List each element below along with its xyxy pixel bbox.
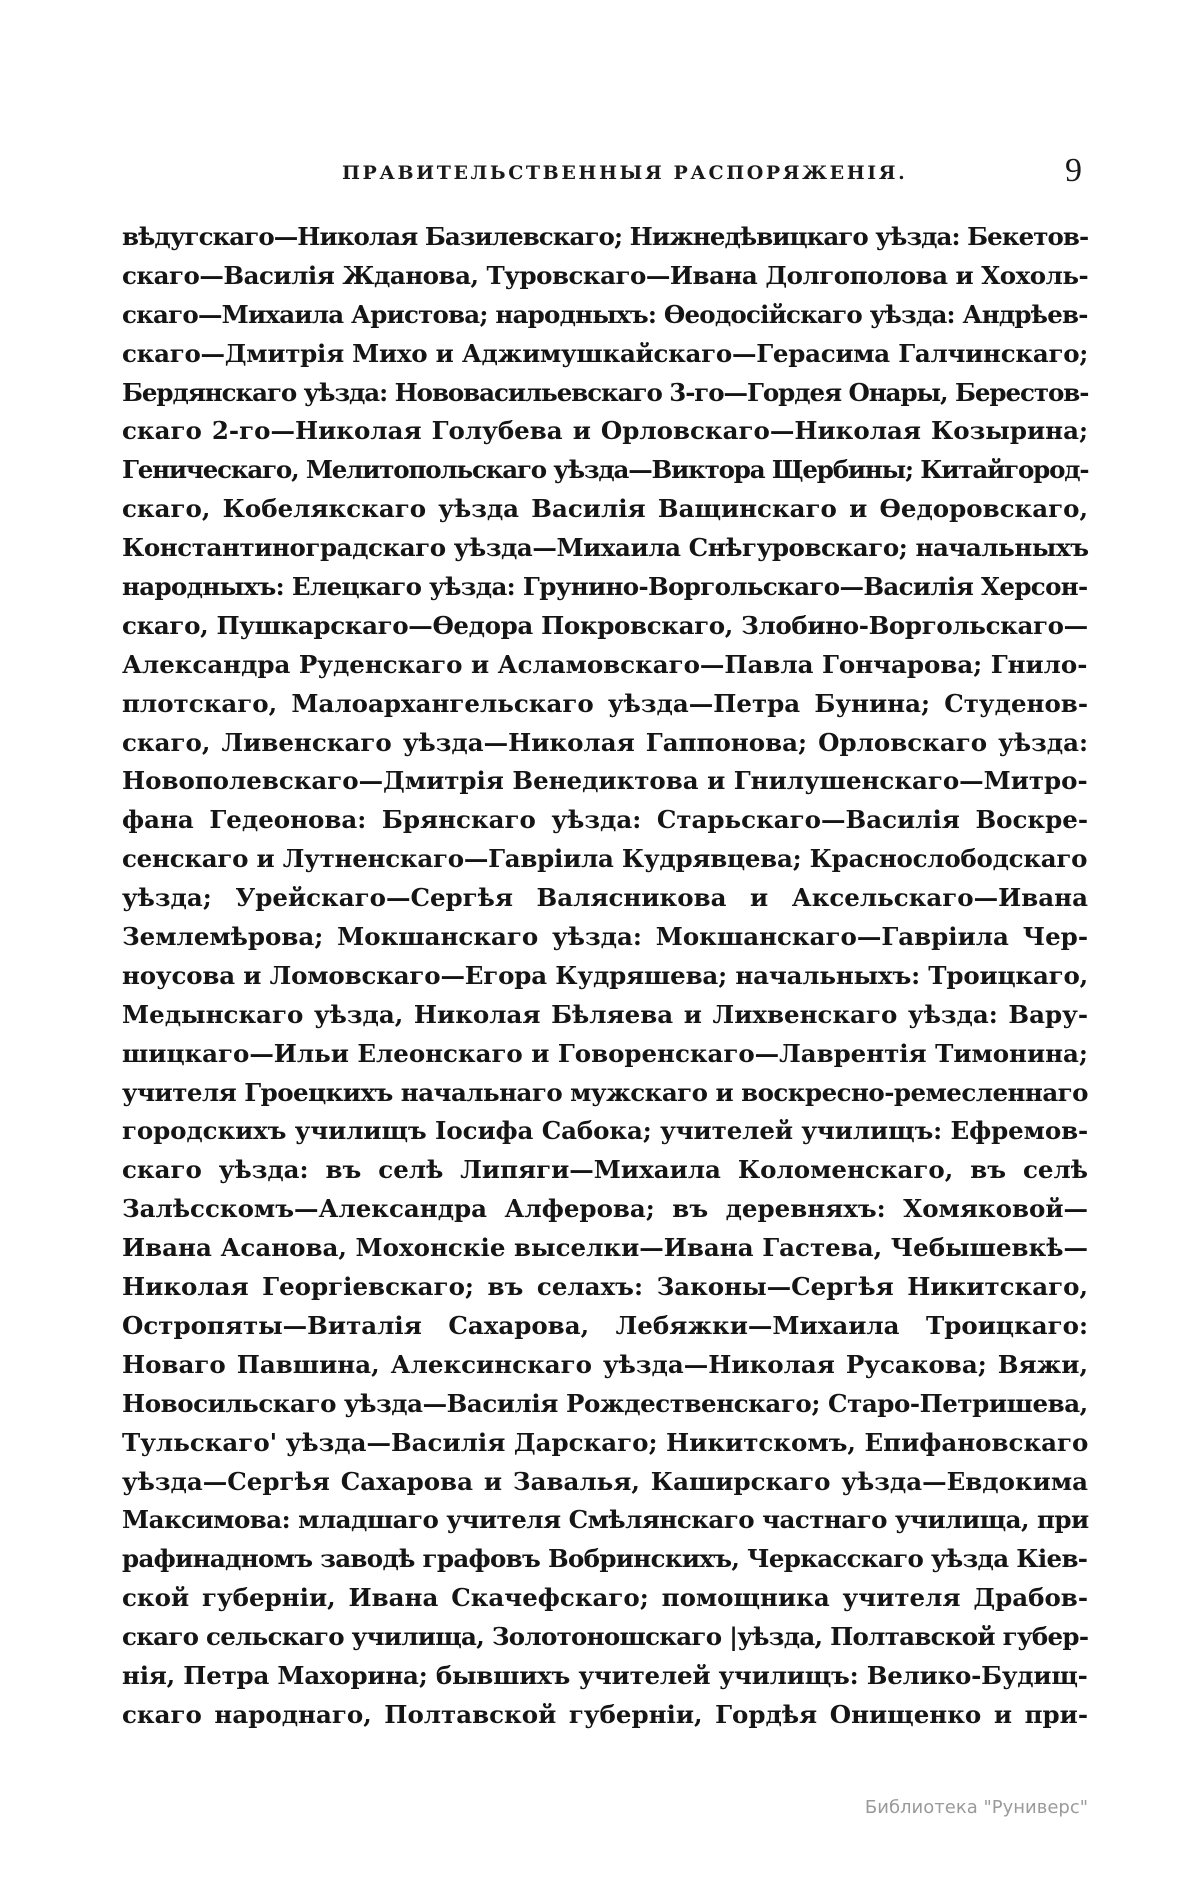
text-line: плотскаго, Малоархангельскаго уѣзда—Петра Бунина; Студенов- xyxy=(122,688,1088,718)
text-line: скаго, Пушкарскаго—Ѳедора Покровскаго, Злобино-Воргольскаго— xyxy=(122,610,1088,640)
text-line: ноусова и Ломовскаго—Егора Кудряшева; начальныхъ: Троицкаго, xyxy=(122,960,1089,990)
text-line: сенскаго и Лутненскаго—Гаврiила Кудрявцева; Краснослободскаго xyxy=(122,844,1088,874)
text-line: рафинадномъ заводѣ графовъ Вобринскихъ, Черкасскаго уѣзда Кіев- xyxy=(122,1544,1088,1574)
text-line: Александра Руденскаго и Асламовскаго—Павла Гончарова; Гнило- xyxy=(122,649,1088,679)
text-line: Бердянскаго уѣзда: Нововасильевскаго 3-го—Гордея Онары, Берестов- xyxy=(122,377,1089,407)
body-text xyxy=(122,218,1088,1735)
text-line: городскихъ училищъ Іосифа Сабока; учителей училищъ: Ефремов- xyxy=(122,1116,1089,1146)
text-line: Геническаго, Мелитопольскаго уѣзда—Виктора Щербины; Китайгород- xyxy=(122,455,1089,485)
running-head xyxy=(122,152,1082,192)
text-line: Николая Георгiевскаго; въ селахъ: Законы—Сергѣя Никитскаго, xyxy=(122,1272,1088,1302)
text-line: Новосильскаго уѣзда—Василія Рождественскаго; Старо-Петришева, xyxy=(122,1388,1088,1418)
text-line: Залѣсскомъ—Александра Алферова; въ деревняхъ: Хомяковой— xyxy=(122,1194,1088,1224)
text-line: скаго—Дмитрія Михо и Аджимушкайскаго—Герасима Галчинскаго; xyxy=(122,338,1089,368)
text-line: фана Гедеонова: Брянскаго уѣзда: Старьскаго—Василія Воскре- xyxy=(122,805,1088,835)
text-line: скаго, Кобелякскаго уѣзда Василія Ващинскаго и Ѳедоровскаго, xyxy=(122,494,1088,524)
text-line: вѣдугскаго—Николая Базилевскаго; Нижнедѣвицкаго уѣзда: Бекетов- xyxy=(122,222,1089,251)
text-line: скаго сельскаго училища, Золотоношскаго |уѣзда, Полтавской губер- xyxy=(122,1622,1089,1652)
text-line: уѣзда—Сергѣя Сахарова и Завалья, Каширскаго уѣзда—Евдокима xyxy=(122,1466,1088,1496)
text-line: ской губерніи, Ивана Скачефскаго; помощника учителя Драбов- xyxy=(122,1583,1088,1613)
text-line: шицкаго—Ильи Елеонскаго и Говоренскаго—Лаврентія Тимонина; xyxy=(122,1038,1088,1068)
running-title: ПРАВИТЕЛЬСТВЕННЫЯ РАСПОРЯЖЕНІЯ. xyxy=(342,162,908,184)
text-line: Новополевскаго—Дмитрія Венедиктова и Гнилушенскаго—Митро- xyxy=(122,766,1088,796)
text-line: нія, Петра Махорина; бывшихъ учителей училищъ: Велико-Будищ- xyxy=(122,1660,1088,1690)
text-line: Тульскаго' уѣзда—Василія Дарскаго; Никитскомъ, Епифановскаго xyxy=(122,1427,1089,1457)
text-line: Ивана Асанова, Мохонскiе выселки—Ивана Гастева, Чебышевкѣ— xyxy=(122,1233,1088,1263)
text-line: скаго 2-го—Николая Голубева и Орловскаго—Николая Козырина; xyxy=(122,416,1088,446)
text-line: скаго—Михаила Аристова; народныхъ: Ѳеодосійскаго уѣзда: Андрѣев- xyxy=(122,299,1088,329)
text-line: Землемѣрова; Мокшанскаго уѣзда: Мокшанскаго—Гаврiила Чер- xyxy=(122,922,1088,952)
text-line: скаго народнаго, Полтавской губерніи, Гордѣя Онищенко и при- xyxy=(122,1699,1088,1729)
text-line: Новаго Павшина, Алексинскаго уѣзда—Николая Русакова; Вяжи, xyxy=(122,1349,1088,1379)
text-line: Остропяты—Виталія Сахарова, Лебяжки—Михаила Троицкаго: xyxy=(122,1310,1088,1340)
text-line: учителя Гроецкихъ начальнаго мужскаго и воскресно-ремесленнаго xyxy=(122,1077,1088,1107)
text-line: Максимова: младшаго учителя Смѣлянскаго частнаго училища, при xyxy=(122,1505,1089,1535)
text-line: Медынскаго уѣзда, Николая Бѣляева и Лихвенскаго уѣзда: Вару- xyxy=(122,999,1088,1029)
text-line: народныхъ: Елецкаго уѣзда: Грунино-Воргольскаго—Василія Херсон- xyxy=(122,572,1088,602)
text-line: Константиноградскаго уѣзда—Михаила Снѣгуровскаго; начальныхъ xyxy=(122,533,1089,563)
page-number: 9 xyxy=(1065,152,1082,189)
library-watermark: Библиотека "Руниверс" xyxy=(864,1797,1088,1818)
text-line: скаго, Ливенскаго уѣзда—Николая Гаппонова; Орловскаго уѣзда: xyxy=(122,727,1088,757)
text-line: уѣзда; Урейскаго—Сергѣя Валясникова и Аксельскаго—Ивана xyxy=(122,883,1088,913)
text-line: скаго уѣзда: въ селѣ Липяги—Михаила Коломенскаго, въ селѣ xyxy=(122,1155,1088,1185)
text-line: скаго—Василія Жданова, Туровскаго—Ивана Долгополова и Хохоль- xyxy=(122,260,1089,290)
